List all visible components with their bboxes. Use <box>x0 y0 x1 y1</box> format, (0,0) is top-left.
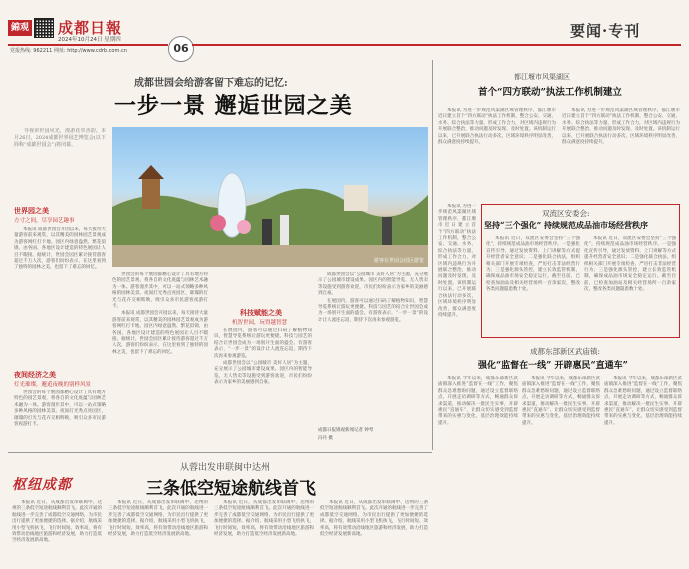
right-bottom-col3: 本报讯 今年以来，成都东部新区武庙镇深入推进“监督在一线”工作，聚焦群众急难愁盼问题，通过设立监督联络点、开展走访调研等方式，畅通群众诉求渠道，推动解决一批民生实事，开辟惠民“直通车”，让群众切实感受到监督带来的实惠与变化，基层治理效能持续提升。 <box>604 376 682 426</box>
right-top-col2: 本报讯 为进一步规范风渠湖区域管理秩序，都江堰市近日建立首个“四方联动”执法工作机制，整合公安、交通、水务、综合执法等力量，形成工作合力，对区域内违规行为开展联合整治，推动问题及时发现、及时处置。该机制运行以来，已开展联合执法行动多次，区域环境秩序明显改善，群众满意度持续提升。 <box>562 108 680 146</box>
edition-label: 錦观 <box>8 20 32 36</box>
lead-col1b: 世园会的每个展园都精心设计了具有地方特色的园艺景观，将各自的文化底蕴与园林艺术融为一体。游客漫步其中，可以一站式领略多种风格的园林美景。夜间灯光秀点亮园区，璀璨的灯光与花卉交相辉映，吸引众多市民游客夜游打卡。 <box>14 390 106 428</box>
subhead-night-deck: 灯光璀璨，邂逅夜晚的别样风景 <box>14 382 92 388</box>
section-title: 要闻·专刊 <box>570 22 641 40</box>
bottom-col1: 本报讯 近日，从成都出发串联闽中、达州的三条低空短途航线顺利首飞。此次开通的航线进一步完善了成都低空交通网络，为市民出行提供了更加便捷的选择。据介绍，航线采用小型飞机执飞，飞行时间短、效率高，将有效带动沿线地区旅游和经济发展，助力打造低空经济发展新高地。 <box>12 500 102 544</box>
photo-credit: 冯丹 摄 <box>318 436 333 441</box>
subhead-garden-deck: 方寸之间，尽享园艺趣事 <box>14 218 75 224</box>
hotline: 党报热线: 962211 网址: http://www.cdrb.com.cn <box>10 48 127 54</box>
lead-col1: 本报讯 成都世园会开园以来，每天接待大量游客前来观赏，以其精美的园林园艺景观成为游客网红打卡地。园区内绿意盎然、繁花似锦，由各国、各地区设计建造的特色展园让人目不暇接。据统计，世园会园区累计接待游客超过千万人次，游客们纷纷表示，在这里看到了独特的园林之美，也留下了难忘的回忆。 <box>14 227 106 271</box>
left-of-highlight-col: 本报讯 为进一步规范风渠湖区域管理秩序，都江堰市近日建立首个“四方联动”执法工作机制，整合公安、交通、水务、综合执法等力量，形成工作合力，对区域内违规行为开展联合整治，推动问题及时发现、及时处置。该机制运行以来，已开展联合执法行动多次，区域环境秩序明显改善，群众满意度持续提升。 <box>438 204 476 318</box>
subhead-night: 夜间经济之美 <box>14 370 56 379</box>
right-top-col1: 本报讯 为进一步规范风渠湖区域管理秩序，都江堰市近日建立首个“四方联动”执法工作机制，整合公安、交通、水务、综合执法等力量，形成工作合力，对区域内违规行为开展联合整治，推动问题及时发现、及时处置。该机制运行以来，已开展联合执法行动多次，区域环境秩序明显改善，群众满意度持续提升。 <box>438 108 556 146</box>
lead-byline: 成都日报锦观新闻记者 钟琴 <box>318 428 374 433</box>
right-bottom-col1: 本报讯 今年以来，成都东部新区武庙镇深入推进“监督在一线”工作，聚焦群众急难愁盼问题，通过设立监督联络点、开展走访调研等方式，畅通群众诉求渠道，推动解决一批民生实事，开辟惠民“直通车”，让群众切实感受到监督带来的实惠与变化，基层治理效能持续提升。 <box>438 376 518 426</box>
bottom-col2: 本报讯 近日，从成都出发串联闽中、达州的三条低空短途航线顺利首飞。此次开通的航线进一步完善了成都低空交通网络，为市民出行提供了更加便捷的选择。据介绍，航线采用小型飞机执飞，飞行时间短、效率高，将有效带动沿线地区旅游和经济发展，助力打造低空经济发展新高地。 <box>108 500 208 538</box>
masthead-rule-right <box>192 44 681 46</box>
highlight-col1: 本报讯 近日，双流区安委会坚持“三个强化”，持续规范成品油市场经营秩序。一是强化宣传引导，通过发放资料、上门讲解等方式提升经营者安全意识；二是强化联合执法，组织相关部门开展专项检查，严厉打击非法经营行为；三是强化源头管控，建立长效监管机制，确保成品油市场安全稳定运行。截至目前，已检查加油站及相关经营场所一百余家次，整改各类问题隐患数十处。 <box>486 236 580 293</box>
right-top-kicker: 都江堰市风渠湖区 <box>514 73 570 81</box>
subhead-garden: 世界园之美 <box>14 206 49 215</box>
bottom-col4: 本报讯 近日，从成都出发串联闽中、达州的三条低空短途航线顺利首飞。此次开通的航线进一步完善了成都低空交通网络，为市民出行提供了更加便捷的选择。据介绍，航线采用小型飞机执飞，飞行时间短、效率高，将有效带动沿线地区旅游和经济发展，助力打造低空经济发展新高地。 <box>320 500 428 538</box>
bottom-kicker: 从蓉出发串联闽中达州 <box>180 463 271 473</box>
highlight-headline: 坚持“三个强化” 持续规范成品油市场经营秩序 <box>484 220 648 230</box>
qr-code-icon <box>34 18 54 38</box>
page-number-badge <box>168 36 194 62</box>
right-bottom-headline: 强化“监督在一线” 开辟惠民“直通车” <box>478 361 628 371</box>
photo-caption: 游客在世园会园区游览 <box>373 258 424 264</box>
lead-col4: 成都世园会以“公园城市 美好人居”为主题，充分展示了公园城市建设成果。园区内的智能导览、无人售卖等设施受到游客欢迎，市民们纷纷表示为家乡的美丽感到自豪。 在展园内，游客可以通过扫码了解植物知识，智慧导览系统让游玩更便捷。科技与园艺的结合让世园会成为一场别开生面的盛会。有游客表示，“一步一景”的设计让人流连忘返，期待下次再来参观游览。 <box>318 272 428 323</box>
lead-photo <box>112 127 428 267</box>
highlight-kicker: 双流区安委会: <box>542 209 590 218</box>
masthead-rule <box>8 44 168 46</box>
subhead-tech-deck: 机智世园，玩得越智慧 <box>232 320 288 326</box>
lead-intro: 导视讲世园风光，漫游花草香韵。本月26日，2024成都世界园艺博览会(以下简称“成都世园会”)将闭幕。 <box>14 128 106 148</box>
column-divider <box>432 60 433 450</box>
garden-scene <box>112 127 428 267</box>
highlight-col2: 本报讯 近日，双流区安委会坚持“三个强化”，持续规范成品油市场经营秩序。一是强化宣传引导，通过发放资料、上门讲解等方式提升经营者安全意识；二是强化联合执法，组织相关部门开展专项检查，严厉打击非法经营行为；三是强化源头管控，建立长效监管机制，确保成品油市场安全稳定运行。截至目前，已检查加油站及相关经营场所一百余家次，整改各类问题隐患数十处。 <box>584 236 676 293</box>
bottom-divider <box>8 452 432 453</box>
right-top-headline: 首个“四方联动”执法工作机制建立 <box>478 87 622 98</box>
right-bottom-col2: 本报讯 今年以来，成都东部新区武庙镇深入推进“监督在一线”工作，聚焦群众急难愁盼问题，通过设立监督联络点、开展走访调研等方式，畅通群众诉求渠道，推动解决一批民生实事，开辟惠民“直通车”，让群众切实感受到监督带来的实惠与变化，基层治理效能持续提升。 <box>522 376 600 426</box>
page-number: 06 <box>173 42 189 55</box>
subhead-tech: 科技赋能之美 <box>240 308 282 317</box>
lead-headline: 一步一景 邂逅世园之美 <box>114 93 353 119</box>
lead-col3: 在展园内，游客可以通过扫码了解植物知识，智慧导览系统让游玩更便捷。科技与园艺的结合让世园会成为一场别开生面的盛会。有游客表示，“一步一景”的设计让人流连忘返，期待下次再来参观游览。 成都世园会以“公园城市 美好人居”为主题，充分展示了公园城市建设成果。园区内的智能导览、无人售卖等设施受到游客欢迎，市民们纷纷表示为家乡的美丽感到自豪。 <box>214 328 312 386</box>
brand-label: 枢纽成都 <box>12 477 72 493</box>
lead-kicker: 成都世园会给游客留下难忘的记忆: <box>134 78 288 89</box>
bottom-headline: 三条低空短途航线首飞 <box>146 479 316 499</box>
paper-name: 成都日報 <box>58 19 123 37</box>
bottom-col3: 本报讯 近日，从成都出发串联闽中、达州的三条低空短途航线顺利首飞。此次开通的航线进一步完善了成都低空交通网络，为市民出行提供了更加便捷的选择。据介绍，航线采用小型飞机执飞，飞行时间短、效率高，将有效带动沿线地区旅游和经济发展，助力打造低空经济发展新高地。 <box>214 500 314 538</box>
lead-col2: 世园会的每个展园都精心设计了具有地方特色的园艺景观，将各自的文化底蕴与园林艺术融为一体。游客漫步其中，可以一站式领略多种风格的园林美景。夜间灯光秀点亮园区，璀璨的灯光与花卉交相辉映，吸引众多市民游客夜游打卡。 本报讯 成都世园会开园以来，每天接待大量游客前来观赏，以其精美的园林园艺景观成为游客网红打卡地。园区内绿意盎然、繁花似锦，由各国、各地区设计建造的特色展园让人目不暇接。据统计，世园会园区累计接待游客超过千万人次，游客们纷纷表示，在这里看到了独特的园林之美，也留下了难忘的回忆。 <box>112 272 208 355</box>
right-bottom-kicker: 成都东部新区武庙镇: <box>530 347 601 356</box>
issue-date: 2024年10月24日 星期四 <box>58 37 121 43</box>
